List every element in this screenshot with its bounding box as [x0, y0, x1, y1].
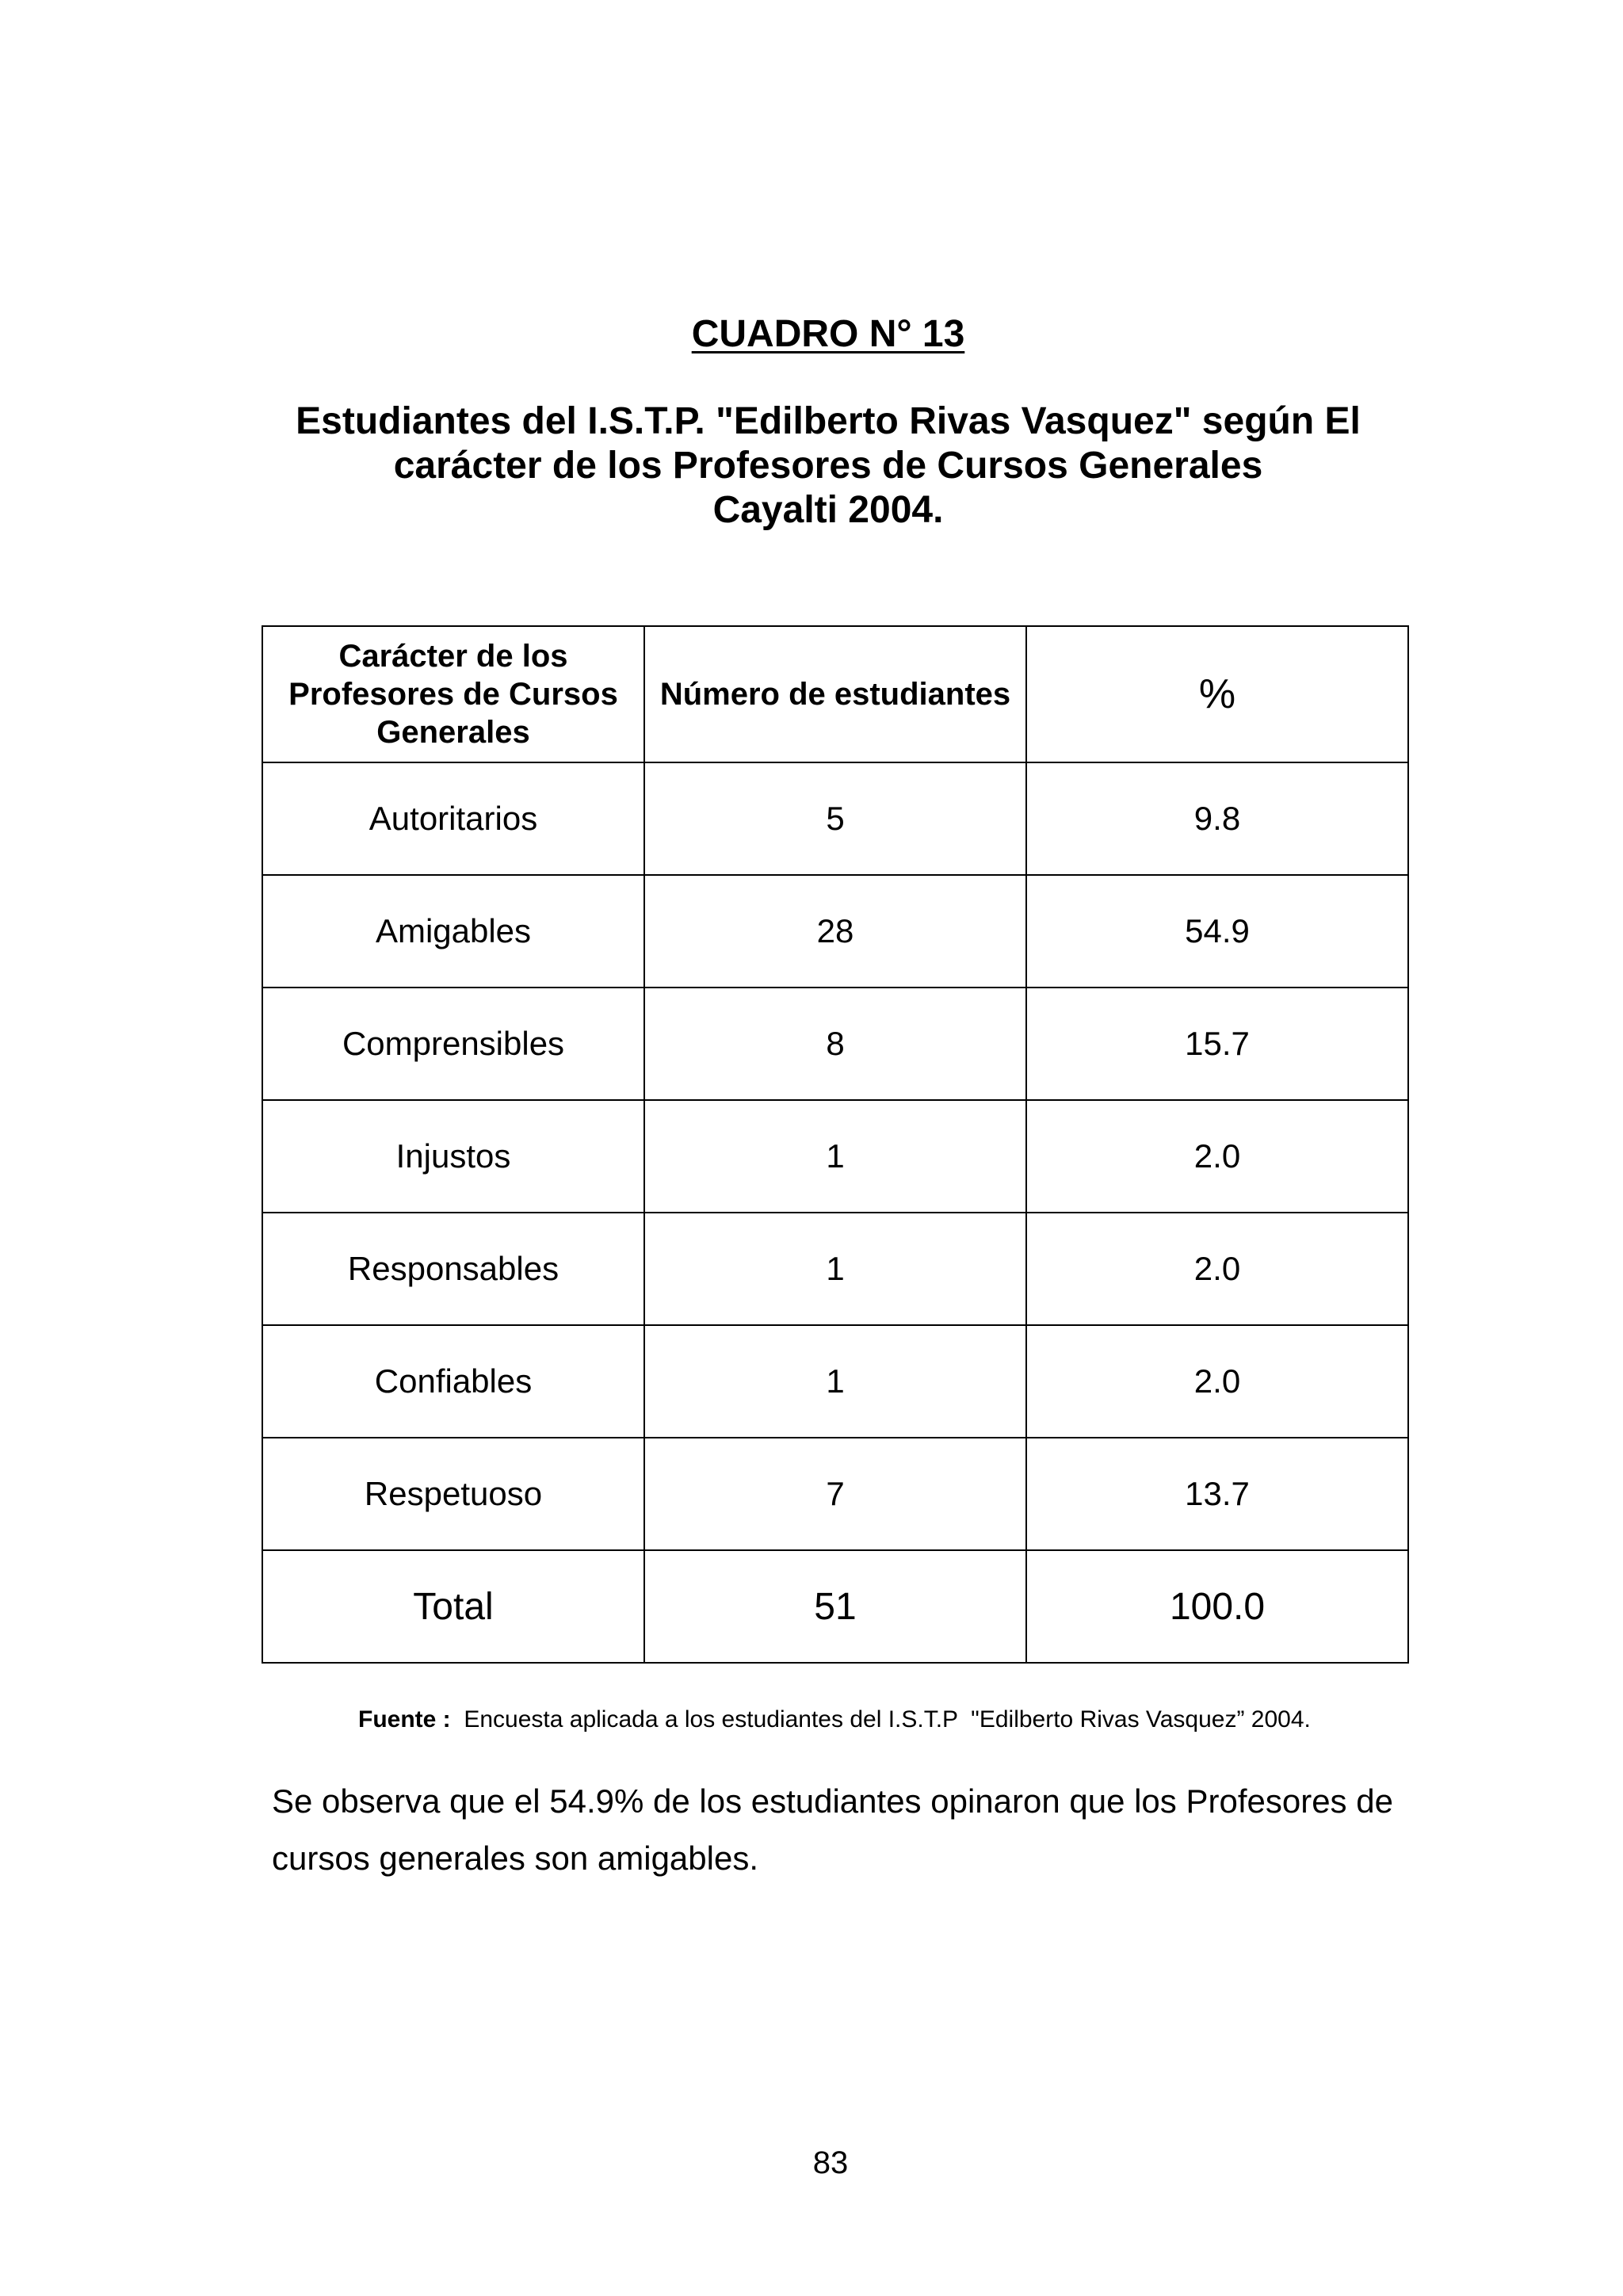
cell-percent: 2.0 [1026, 1213, 1408, 1325]
cell-total-percent: 100.0 [1026, 1550, 1408, 1663]
cell-numero: 1 [644, 1100, 1026, 1213]
cell-total-label: Total [262, 1550, 644, 1663]
column-header-caracter: Carácter de los Profesores de Cursos Generales [262, 626, 644, 762]
cell-percent: 15.7 [1026, 988, 1408, 1100]
cell-percent: 2.0 [1026, 1325, 1408, 1438]
cell-numero: 1 [644, 1325, 1026, 1438]
observation-paragraph: Se observa que el 54.9% de los estudiantes opinaron que los Profesores de cursos generales son amigables. [272, 1782, 1393, 1877]
table-row [262, 1213, 1408, 1325]
table-row [262, 1438, 1408, 1550]
table-total-row [262, 1550, 1408, 1663]
cell-caracter: Injustos [262, 1100, 644, 1213]
cell-percent: 9.8 [1026, 762, 1408, 875]
title-line: Cayalti 2004. [712, 489, 944, 531]
page-number: 83 [812, 2145, 849, 2180]
table-row [262, 762, 1408, 875]
source-note [358, 1704, 1311, 1736]
title-line: carácter de los Profesores de Cursos Generales [393, 445, 1263, 487]
table-header-row [262, 626, 1408, 762]
title-line: Estudiantes del I.S.T.P. "Edilberto Rivas Vasquez" según El [296, 400, 1361, 442]
cell-caracter: Comprensibles [262, 988, 644, 1100]
cell-percent: 2.0 [1026, 1100, 1408, 1213]
cell-percent: 54.9 [1026, 875, 1408, 988]
cell-total-numero: 51 [644, 1550, 1026, 1663]
cell-caracter: Confiables [262, 1325, 644, 1438]
source-label: Fuente : [358, 1706, 451, 1733]
data-table [262, 625, 1409, 1664]
table-row [262, 1100, 1408, 1213]
cell-percent: 13.7 [1026, 1438, 1408, 1550]
cell-numero: 5 [644, 762, 1026, 875]
column-header-percent: % [1026, 626, 1408, 762]
cell-numero: 1 [644, 1213, 1026, 1325]
cell-caracter: Amigables [262, 875, 644, 988]
source-text: Encuesta aplicada a los estudiantes del I.S.T.P "Edilberto Rivas Vasquez” 2004. [450, 1706, 1311, 1733]
column-header-numero: Número de estudiantes [644, 626, 1026, 762]
cell-numero: 8 [644, 988, 1026, 1100]
cell-caracter: Responsables [262, 1213, 644, 1325]
cell-caracter: Autoritarios [262, 762, 644, 875]
table-row [262, 988, 1408, 1100]
table-row [262, 875, 1408, 988]
table-row [262, 1325, 1408, 1438]
cell-numero: 28 [644, 875, 1026, 988]
document-title [238, 399, 1419, 533]
cell-numero: 7 [644, 1438, 1026, 1550]
cell-caracter: Respetuoso [262, 1438, 644, 1550]
table-label: CUADRO N° 13 [691, 313, 965, 355]
